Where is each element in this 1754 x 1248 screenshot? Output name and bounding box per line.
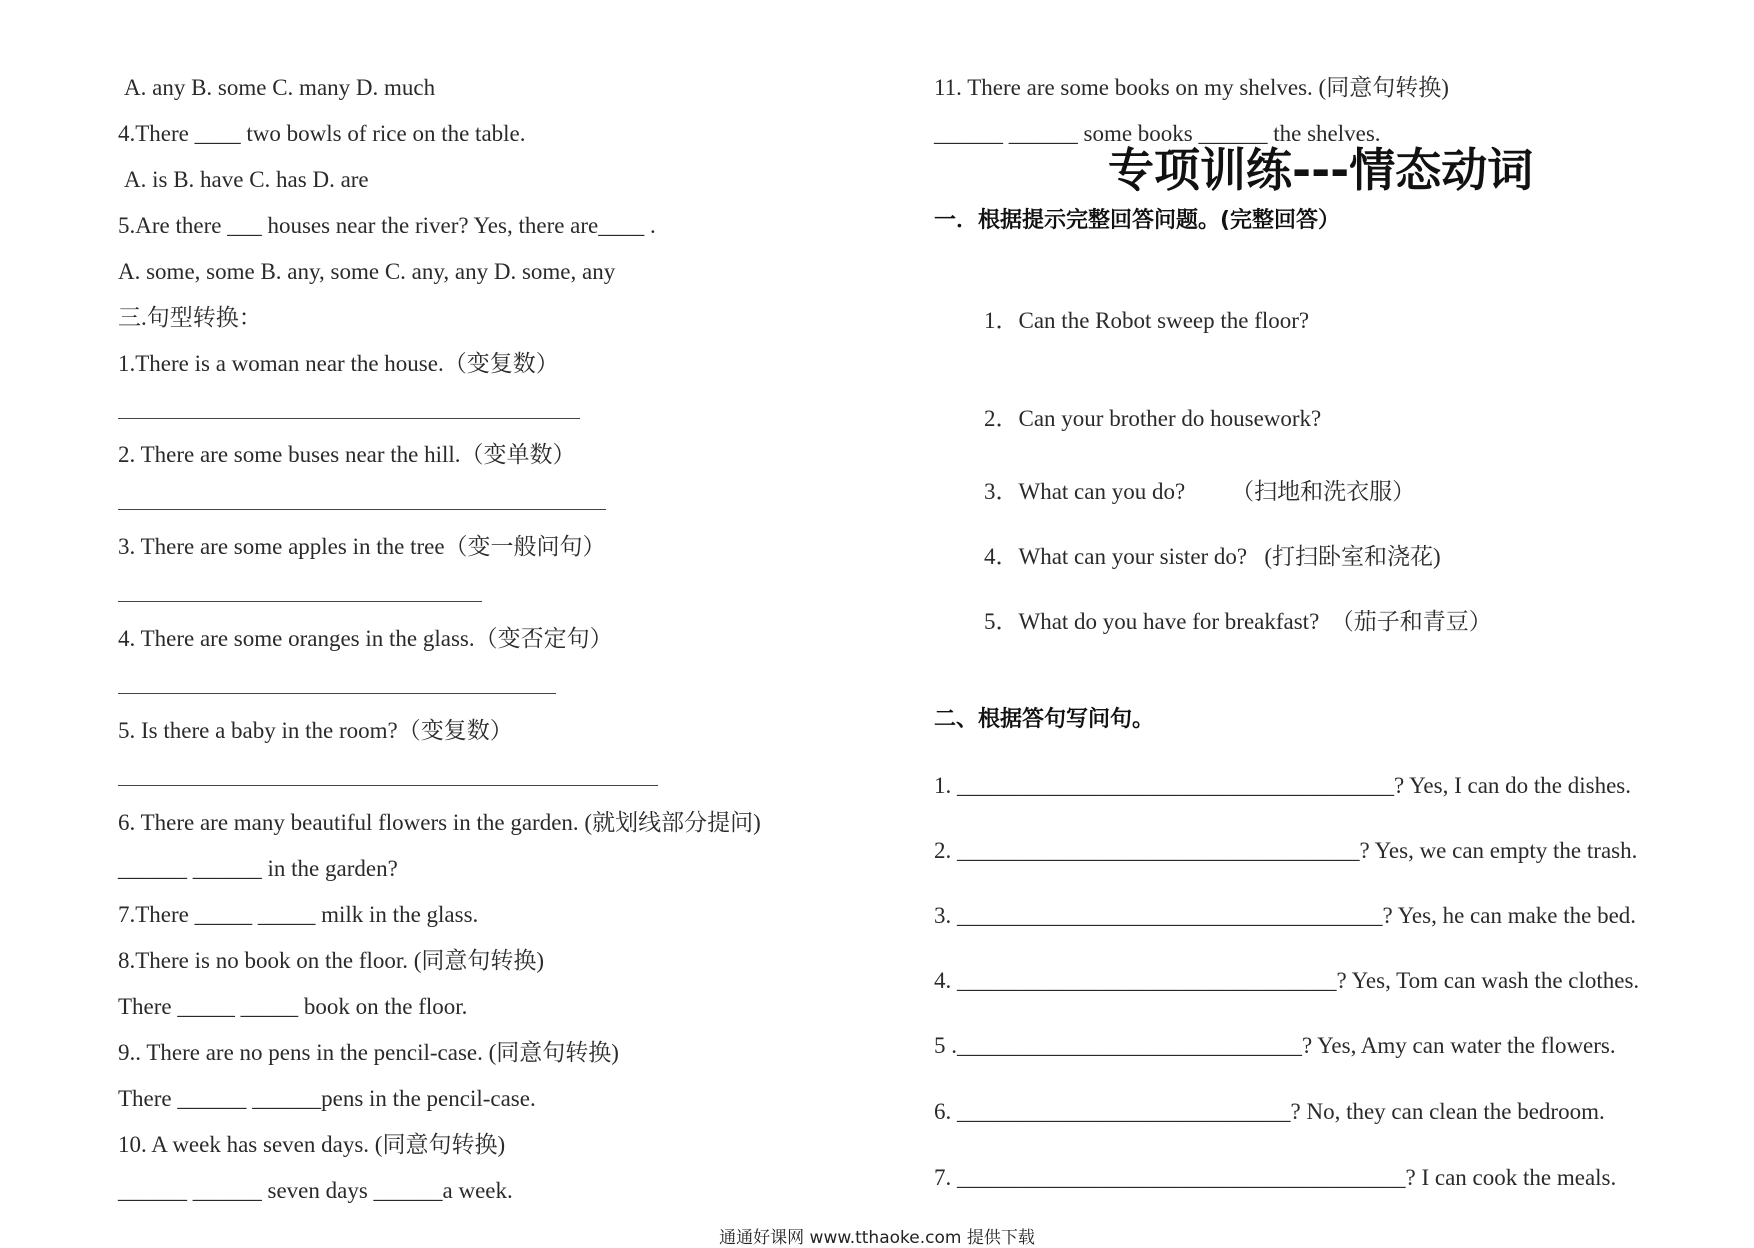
answer-text: ? Yes, I can do the dishes. (1394, 773, 1631, 798)
transform-5: 5. Is there a baby in the room?（变复数） (118, 718, 513, 743)
transform-11: 11. There are some books on my shelves. (同意句转换) (934, 75, 1449, 100)
section2-title: 二、根据答句写问句。 (934, 707, 1155, 732)
answer-line-5[interactable] (118, 785, 658, 786)
item-number: 7. (934, 1165, 952, 1190)
item-number: 2. (934, 838, 952, 863)
answer-text: ? Yes, Amy can water the flowers. (1302, 1033, 1616, 1058)
section1-title: 一．根据提示完整回答问题。(完整回答） (934, 208, 1341, 233)
question-blank[interactable]: _________________________________ (957, 968, 1337, 993)
q5-options: A. some, some B. any, some C. any, any D. some, any (118, 259, 616, 284)
section1-question-2: 2．Can your brother do housework? (984, 406, 1322, 431)
item-number: 6. (934, 1099, 952, 1124)
answer-text: ? No, they can clean the bedroom. (1290, 1099, 1605, 1124)
transform-11-answer: ______ ______ some books ______ the shelves. (934, 121, 1381, 146)
answer-line-1[interactable] (118, 418, 580, 419)
transform-8: 8.There is no book on the floor. (同意句转换) (118, 948, 545, 973)
question-blank[interactable]: ______________________________________ (957, 773, 1394, 798)
transform-7: 7.There _____ _____ milk in the glass. (118, 902, 479, 927)
transform-1: 1.There is a woman near the house.（变复数） (118, 351, 559, 376)
transform-3: 3. There are some apples in the tree（变一般问句） (118, 534, 606, 559)
section3-title: 三.句型转换： (118, 305, 262, 330)
transform-9-answer: There ______ ______pens in the pencil-case. (118, 1086, 536, 1111)
page-title: 专项训练---情态动词 (1108, 143, 1534, 197)
transform-10-answer: ______ ______ seven days ______a week. (118, 1178, 513, 1203)
question-blank[interactable]: ___________________________________ (957, 838, 1360, 863)
item-number: 1. (934, 773, 952, 798)
section2-item-6 (934, 1098, 1605, 1126)
section2-item-2 (934, 837, 1637, 865)
transform-6: 6. There are many beautiful flowers in the garden. (就划线部分提问) (118, 810, 761, 835)
section1-question-5: 5．What do you have for breakfast? （茄子和青豆） (984, 609, 1492, 634)
answer-text: ? Yes, we can empty the trash. (1359, 838, 1638, 863)
answer-line-3[interactable] (118, 601, 482, 602)
transform-9: 9.. There are no pens in the pencil-case. (同意句转换) (118, 1040, 619, 1065)
answer-text: ? Yes, he can make the bed. (1382, 903, 1637, 928)
item-number: 5 . (934, 1033, 957, 1058)
item-number: 3. (934, 903, 952, 928)
answer-line-2[interactable] (118, 509, 606, 510)
section2-item-3 (934, 902, 1636, 930)
footer-credit: 通通好课网 www.tthaoke.com 提供下载 (719, 1228, 1035, 1248)
transform-2: 2. There are some buses near the hill.（变单数） (118, 442, 576, 467)
transform-4: 4. There are some oranges in the glass.（变否定句） (118, 626, 613, 651)
transform-6-answer: ______ ______ in the garden? (118, 856, 398, 881)
section2-item-1 (934, 772, 1631, 800)
section1-question-4: 4．What can your sister do? (打扫卧室和浇花) (984, 544, 1441, 569)
section2-item-5 (934, 1032, 1616, 1060)
answer-text: ? Yes, Tom can wash the clothes. (1336, 968, 1640, 993)
q4-options: A. is B. have C. has D. are (124, 167, 369, 192)
section2-item-7 (934, 1164, 1616, 1192)
transform-10: 10. A week has seven days. (同意句转换) (118, 1132, 506, 1157)
q3-options: A. any B. some C. many D. much (124, 75, 436, 100)
answer-line-4[interactable] (118, 693, 556, 694)
section2-item-4 (934, 967, 1639, 995)
section1-question-1: 1．Can the Robot sweep the floor? (984, 308, 1310, 333)
question-blank[interactable]: ______________________________ (957, 1033, 1302, 1058)
transform-8-answer: There _____ _____ book on the floor. (118, 994, 468, 1019)
answer-text: ? I can cook the meals. (1405, 1165, 1617, 1190)
q4-question: 4.There ____ two bowls of rice on the table. (118, 121, 526, 146)
item-number: 4. (934, 968, 952, 993)
question-blank[interactable]: _____________________________ (957, 1099, 1291, 1124)
section1-question-3: 3．What can you do? （扫地和洗衣服） (984, 479, 1416, 504)
q5-question: 5.Are there ___ houses near the river? Yes, there are____ . (118, 213, 656, 238)
question-blank[interactable]: _______________________________________ (957, 1165, 1406, 1190)
question-blank[interactable]: _____________________________________ (957, 903, 1383, 928)
